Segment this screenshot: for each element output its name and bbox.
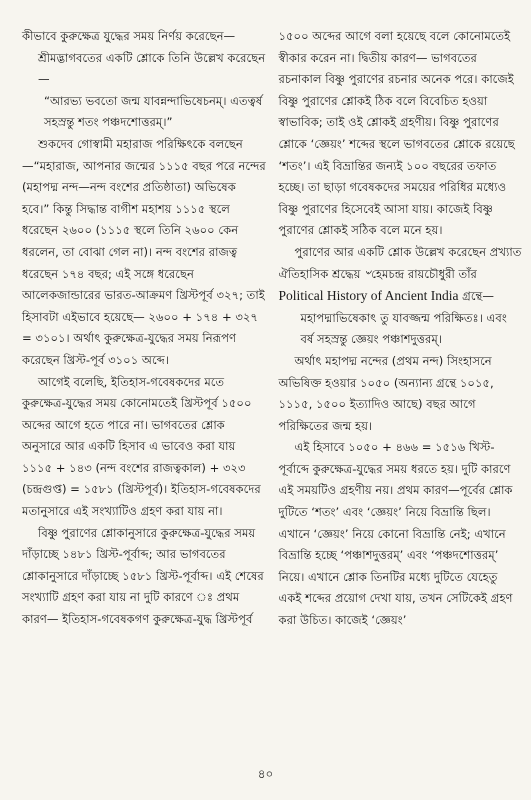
- paragraph: অর্থাৎ মহাপদ্ম নন্দের (প্রথম নন্দ) সিংহাসনে অভিষিক্ত হওয়ার ১০৫০ (অন্যান্য গ্রন্থে ১০১৫, ১১১৫, ১৫০০ ইত্যাদিও আছে) বছর আগে পরিক্ষিতের জন্ম হয়।: [278, 353, 494, 433]
- sanskrit-verse: “আরভ্য ভবতো জন্ম যাবন্নন্দাভিষেচনম্‌। এতত্বর্ষ সহস্রন্তু শতং পঞ্চদশোত্তরম্‌।”: [44, 93, 263, 130]
- page-number: ৪০: [257, 767, 274, 781]
- paragraph: কীভাবে কুরুক্ষেত্র যুদ্ধের সময় নির্ণয় করেছেন—: [22, 29, 236, 43]
- left-column: [22, 26, 267, 632]
- paragraph-text: গ্রন্থে—: [462, 289, 494, 304]
- paragraph: এই হিসাবে ১০৫০ + ৪৬৬ = ১৫১৬ খিস্ট-পূর্বাব্দে কুরুক্ষেত্র-যুদ্ধের সময় ধরতে হয়। দুটি কারণে এই সময়টিও গ্রহণীয় নয়। প্রথম কারণ—পূর্বের শ্লোক দুটিতে ‘শতং’ এবং ‘জ্ঞেয়ং’ নিয়ে বিভ্রান্তি ছিল। এখানে ‘জ্ঞেয়ং’ নিয়ে কোনো বিভ্রান্তি নেই; এখানে বিভ্রান্তি হচ্ছে ‘পঞ্চাশদুত্তরম্‌’ এবং ‘পঞ্চদশোত্তরম্‌’ নিয়ে। এখানে শ্লোক তিনটির মধ্যে দুটিতে যেহেতু একই শব্দের প্রয়োগ দেখা যায়, তখন সেটিকেই গ্রহণ করা উচিত। কাজেই ‘জ্ঞেয়ং’: [278, 440, 513, 628]
- text-columns: [22, 26, 523, 632]
- book-title: Political History of Ancient India: [278, 288, 459, 304]
- paragraph: বিষ্ণু পুরাণের শ্লোকানুসারে কুরুক্ষেত্র-যুদ্ধের সময় দাঁড়াচ্ছে ১৪৮১ খ্রিস্ট-পূর্বাব্দ; আর ভাগবতের শ্লোকানুসারে দাঁড়াচ্ছে ১৫৮১ খ্রিস্ট-পূর্বাব্দ। এই শেষের সংখ্যাটি গ্রহণ করা যায় না দুটি কারণে ঃ প্রথম কারণ— ইতিহাস-গবেষকগণ কুরুক্ষেত্র-যুদ্ধ খ্রিস্টপূর্ব: [22, 525, 264, 627]
- paragraph: আগেই বলেছি, ইতিহাস-গবেষকদের মতে কুরুক্ষেত্র-যুদ্ধের সময় কোনোমতেই খ্রিস্টপূর্ব ১৫০০ অব্দের আগে হতে পারে না। ভাগবতের শ্লোক অনুসারে আর একটি হিসাব এ ভাবেও করা যায় ১১১৫ + ১৪৩ (নন্দ বংশের রাজত্বকাল) + ৩২৩ (চন্দ্রগুপ্ত) = ১৫৮১ (খ্রিস্টপূর্ব)। ইতিহাস-গবেষকদের মতানুসারে এই সংখ্যাটিও গ্রহণ করা যায় না।: [22, 374, 261, 519]
- paragraph: শুকদেব গোস্বামী মহারাজ পরিক্ষিৎকে বলছেন—“মহারাজ, আপনার জন্মের ১১১৫ বছর পরে নন্দের (মহাপদ্ম নন্দ—নন্দ বংশের প্রতিষ্ঠাতা) অভিষেক হবে।” কিন্তু সিদ্ধান্ত বাগীশ মহাশয় ১১১৫ স্থলে ধরেছেন ২৬০০ (১১১৫ স্থলে তিনি ২৬০০ কেন ধরলেন, তা বোঝা গেল না)। নন্দ বংশের রাজত্ব ধরেছেন ১৭৪ বছর; এই সঙ্গে ধরেছেন আলেকজান্ডারের ভারত-আক্রমণ খ্রিস্টপূর্ব ৩২৭; তাই হিসাবটা এইভাবে হয়েছে— ২৬০০ + ১৭৪ + ৩২৭ = ৩১০১। অর্থাৎ কুরুক্ষেত্র-যুদ্ধের সময় নিরূপণ করেছেন খ্রিস্ট-পূর্ব ৩১০১ অব্দে।: [22, 136, 266, 367]
- paragraph: ১৫০০ অব্দের আগে বলা হয়েছে বলে কোনোমতেই স্বীকার করেন না। দ্বিতীয় কারণ— ভাগবতের রচনাকাল বিষ্ণু পুরাণের রচনার অনেক পরে। কাজেই বিষ্ণু পুরাণের শ্লোকই ঠিক বলে বিবেচিত হওয়া স্বাভাবিক; তাই ওই শ্লোকই গ্রহণীয়। বিষ্ণু পুরাণের শ্লোকে ‘জ্ঞেয়ং’ শব্দের স্থলে ভাগবতের শ্লোকে রয়েছে ‘শতং’। এই বিভ্রান্তির জন্যই ১০০ বছরের তফাত হচ্ছে। তা ছাড়া গবেষকদের সময়ের পরিধির মধ্যেও বিষ্ণু পুরাণের হিসেবেই আসা যায়। কাজেই বিষ্ণু পুরাণের শ্লোকই সঠিক বলে মনে হয়।: [278, 29, 515, 238]
- paragraph: [279, 242, 524, 308]
- paragraph-text: পুরাণের আর একটি শ্লোক উল্লেখ করেছেন প্রখ্যাত ঐতিহাসিক শ্রদ্ধেয় ৺হেমচন্দ্র রায়চৌধুরী তাঁর: [278, 244, 522, 281]
- right-column: [279, 26, 524, 632]
- sanskrit-verse: মহাপদ্মাভিষেকাৎ তু যাবজ্জন্ম পরিক্ষিতঃ। এবং বর্ষ সহস্রন্তু জ্ঞেয়ং পঞ্চাশদুত্তরম্‌।: [300, 310, 507, 347]
- paragraph: শ্রীমদ্ভাগবতের একটি শ্লোকে তিনি উল্লেখ করেছেন—: [38, 50, 266, 87]
